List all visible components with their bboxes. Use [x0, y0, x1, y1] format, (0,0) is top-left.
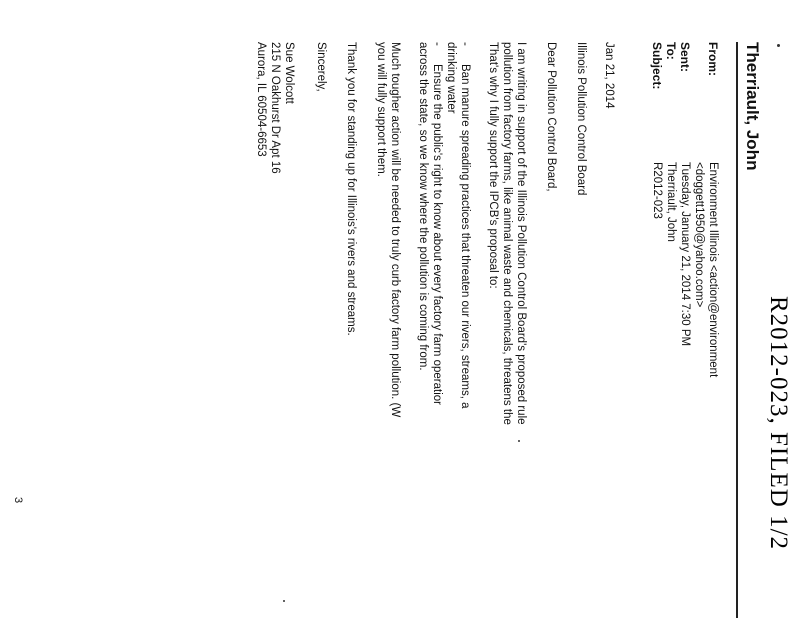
from-label: From:: [706, 42, 720, 76]
scan-speck: [283, 600, 285, 602]
sent-label: Sent:: [678, 42, 692, 72]
subject-label: Subject:: [650, 42, 664, 90]
intro-line-2: pollution from factory farms, like animal waste and chemicals, threatens the: [501, 42, 513, 425]
letter-salutation: Dear Pollution Control Board,: [545, 42, 557, 192]
intro-line-3: That's why I fully support the IPCB's proposal to:: [487, 42, 499, 289]
bullet-marker-1: -: [459, 42, 471, 46]
filing-stamp: R2012-023, FILED 1/2: [765, 296, 792, 551]
bullet-1-line-2: drinking water: [445, 42, 457, 114]
sent-value: Tuesday, January 21, 2014 7:30 PM: [679, 162, 691, 347]
letter-date: Jan 21, 2014: [603, 42, 615, 109]
letter-recipient: Illinois Pollution Control Board: [575, 42, 587, 196]
closing-line: Sincerely,: [315, 42, 327, 92]
signer-name: Sue Wolcott: [283, 42, 295, 104]
signer-city: Aurora, IL 60504-6653: [255, 42, 267, 157]
bullet-2-line-1: Ensure the public's right to know about every factory farm operatior: [431, 64, 443, 405]
from-email: <doggett1950@yahoo.com>: [693, 162, 705, 308]
signer-street: 215 N Oakhurst Dr Apt 16: [269, 42, 281, 174]
from-value: Environment Illinois <action@environment: [707, 162, 719, 378]
subject-value: R2012-023: [651, 162, 663, 219]
action-line-1: Much tougher action will be needed to truly curb factory farm pollution. (W: [389, 42, 401, 418]
action-line-2: you will fully support them.: [375, 42, 387, 177]
bullet-2-line-2: across the state, so we know where the pollution is coming from.: [417, 42, 429, 371]
header-rule: [736, 42, 738, 618]
thanks-line: Thank you for standing up for Illinois's rivers and streams.: [345, 42, 357, 336]
bullet-1-line-1: Ban manure spreading practices that threaten our rivers, streams, a: [459, 64, 471, 409]
page-number: 3: [12, 497, 24, 504]
to-value: Therriault, John: [665, 162, 677, 242]
sender-name: Therriault, John: [743, 42, 762, 171]
bullet-marker-2: -: [431, 42, 443, 46]
scan-speck: [518, 440, 520, 442]
to-label: To:: [664, 42, 678, 60]
scan-speck: [777, 44, 780, 47]
intro-line-1: I am writing in support of the Illinois Pollution Control Board's proposed rule: [515, 42, 527, 425]
